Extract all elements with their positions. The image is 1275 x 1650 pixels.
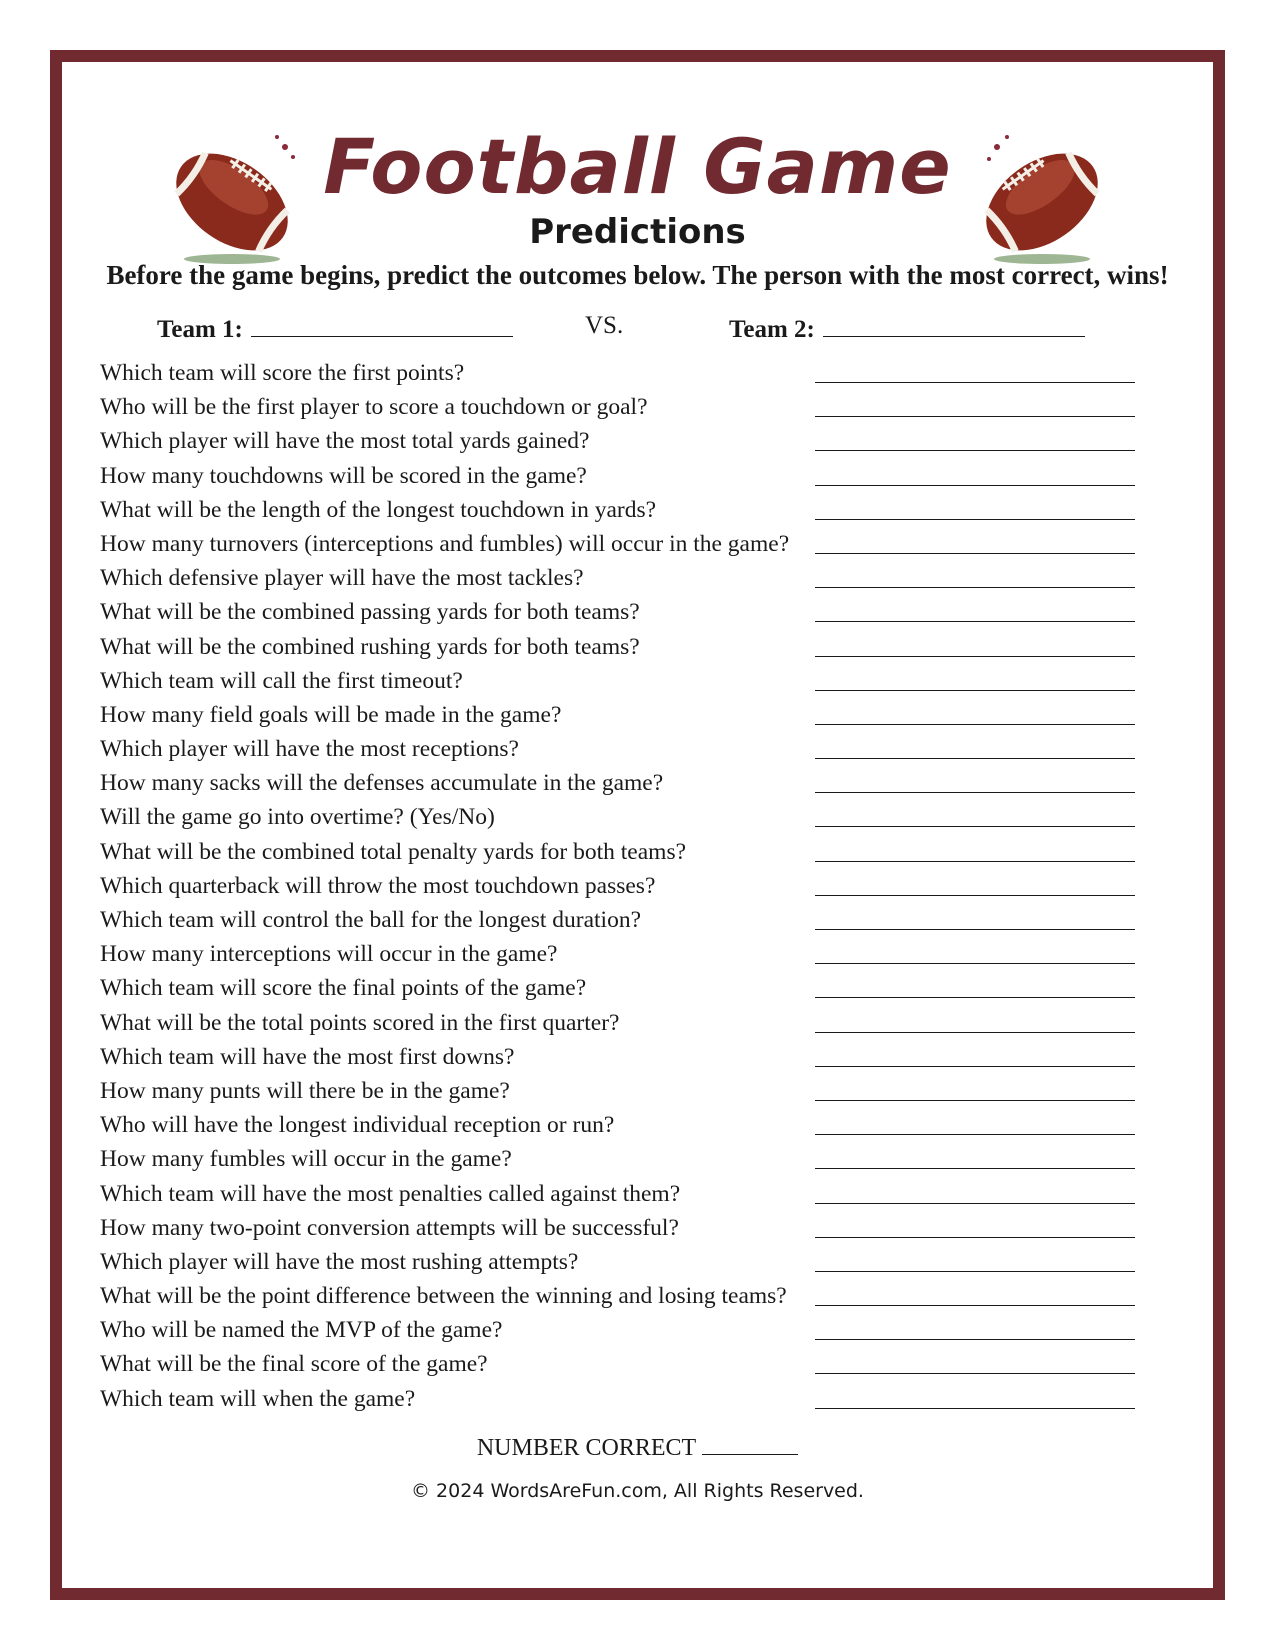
question-row: [100, 1110, 1140, 1144]
answer-blank[interactable]: [815, 450, 1135, 451]
answer-blank[interactable]: [815, 382, 1135, 383]
question-row: [100, 905, 1140, 939]
question-text: Which quarterback will throw the most touchdown passes?: [100, 872, 656, 899]
answer-blank[interactable]: [815, 1168, 1135, 1169]
answer-blank[interactable]: [815, 416, 1135, 417]
answer-blank[interactable]: [815, 792, 1135, 793]
answer-blank[interactable]: [815, 861, 1135, 862]
question-text: Which team will control the ball for the longest duration?: [100, 907, 641, 933]
instructions-text: Before the game begins, predict the outcomes below. The person with the most correct, wins!: [106, 260, 1169, 290]
question-row: [100, 802, 1140, 836]
team1-blank[interactable]: [251, 312, 513, 337]
question-text: How many turnovers (interceptions and fumbles) will occur in the game?: [100, 530, 790, 557]
answer-blank[interactable]: [815, 963, 1135, 964]
answer-blank[interactable]: [815, 1237, 1135, 1238]
question-text: Which team will have the most first downs?: [100, 1043, 515, 1070]
question-row: [100, 1042, 1140, 1076]
question-row: [100, 597, 1140, 631]
question-row: [100, 734, 1140, 768]
team2-label: Team 2:: [729, 316, 815, 343]
question-row: [100, 632, 1140, 666]
question-row: [100, 1349, 1140, 1383]
question-text: Which team will call the first timeout?: [100, 667, 463, 694]
answer-blank[interactable]: [815, 895, 1135, 896]
question-row: [100, 426, 1140, 460]
question-row: [100, 1076, 1140, 1110]
answer-blank[interactable]: [815, 587, 1135, 588]
question-row: [100, 461, 1140, 495]
question-text: Which team will score the final points of the game?: [100, 975, 587, 1002]
question-row: [100, 529, 1140, 563]
answer-blank[interactable]: [815, 1100, 1135, 1101]
answer-blank[interactable]: [815, 929, 1135, 930]
teams-row: [62, 312, 1213, 346]
question-row: [100, 1144, 1140, 1178]
question-row: [100, 358, 1140, 392]
answer-blank[interactable]: [815, 1271, 1135, 1272]
question-text: How many touchdowns will be scored in the game?: [100, 462, 587, 489]
question-row: [100, 1179, 1140, 1213]
question-text: How many field goals will be made in the game?: [100, 701, 562, 728]
number-correct-label: NUMBER CORRECT: [476, 1435, 697, 1461]
answer-blank[interactable]: [815, 690, 1135, 691]
question-row: [100, 939, 1140, 973]
question-text: How many sacks will the defenses accumulate in the game?: [100, 770, 664, 797]
answer-blank[interactable]: [815, 826, 1135, 827]
answer-blank[interactable]: [815, 1408, 1135, 1409]
answer-blank[interactable]: [815, 1032, 1135, 1033]
number-correct: [62, 1432, 1213, 1462]
question-row: [100, 837, 1140, 871]
question-text: Which team will have the most penalties called against them?: [100, 1180, 681, 1207]
question-text: Which player will have the most total yards gained?: [100, 428, 590, 455]
page-subtitle: Predictions: [529, 212, 746, 252]
number-correct-blank[interactable]: [702, 1432, 798, 1455]
question-row: [100, 1315, 1140, 1349]
answer-blank[interactable]: [815, 1339, 1135, 1340]
question-text: Who will have the longest individual reception or run?: [100, 1112, 615, 1139]
answer-blank[interactable]: [815, 1305, 1135, 1306]
question-text: How many punts will there be in the game?: [100, 1077, 510, 1104]
question-row: [100, 1213, 1140, 1247]
answer-blank[interactable]: [815, 997, 1135, 998]
question-row: [100, 392, 1140, 426]
question-text: Which team will when the game?: [100, 1385, 416, 1412]
page-title: Football Game: [323, 122, 952, 211]
question-text: How many two-point conversion attempts will be successful?: [100, 1214, 679, 1241]
vs-label: VS.: [585, 312, 624, 339]
question-row: [100, 666, 1140, 700]
question-text: What will be the point difference between the winning and losing teams?: [100, 1283, 787, 1310]
answer-blank[interactable]: [815, 724, 1135, 725]
question-row: [100, 563, 1140, 597]
question-text: What will be the combined passing yards for both teams?: [100, 599, 640, 626]
answer-blank[interactable]: [815, 758, 1135, 759]
question-row: [100, 495, 1140, 529]
answer-blank[interactable]: [815, 519, 1135, 520]
question-row: [100, 1247, 1140, 1281]
answer-blank[interactable]: [815, 485, 1135, 486]
team1-label: Team 1:: [157, 316, 243, 343]
question-row: [100, 768, 1140, 802]
team2-field: [729, 312, 1085, 344]
question-text: Who will be the first player to score a touchdown or goal?: [100, 394, 648, 421]
questions-list: [100, 358, 1140, 1418]
answer-blank[interactable]: [815, 1373, 1135, 1374]
question-text: Which player will have the most rushing attempts?: [100, 1248, 579, 1275]
question-row: [100, 871, 1140, 905]
answer-blank[interactable]: [815, 1134, 1135, 1135]
answer-blank[interactable]: [815, 1203, 1135, 1204]
question-row: [100, 700, 1140, 734]
question-text: Which team will score the first points?: [100, 360, 465, 386]
question-row: [100, 1008, 1140, 1042]
question-text: What will be the combined rushing yards for both teams?: [100, 633, 640, 660]
question-row: [100, 973, 1140, 1007]
question-text: What will be the combined total penalty yards for both teams?: [100, 838, 687, 865]
team2-blank[interactable]: [823, 312, 1085, 337]
answer-blank[interactable]: [815, 656, 1135, 657]
page-border: [50, 50, 1225, 1600]
question-text: Will the game go into overtime? (Yes/No): [100, 804, 495, 831]
copyright-text: © 2024 WordsAreFun.com, All Rights Reserved.: [411, 1480, 864, 1502]
team1-field: [157, 312, 513, 344]
question-text: Which defensive player will have the most tackles?: [100, 565, 584, 592]
answer-blank[interactable]: [815, 1066, 1135, 1067]
answer-blank[interactable]: [815, 621, 1135, 622]
question-row: [100, 1384, 1140, 1418]
question-text: How many interceptions will occur in the game?: [100, 941, 558, 968]
question-text: Who will be named the MVP of the game?: [100, 1317, 503, 1344]
question-text: What will be the final score of the game?: [100, 1351, 488, 1378]
question-text: What will be the total points scored in the first quarter?: [100, 1009, 620, 1036]
answer-blank[interactable]: [815, 553, 1135, 554]
question-text: How many fumbles will occur in the game?: [100, 1146, 512, 1173]
question-row: [100, 1281, 1140, 1315]
question-text: What will be the length of the longest touchdown in yards?: [100, 496, 657, 523]
question-text: Which player will have the most receptions?: [100, 736, 519, 763]
